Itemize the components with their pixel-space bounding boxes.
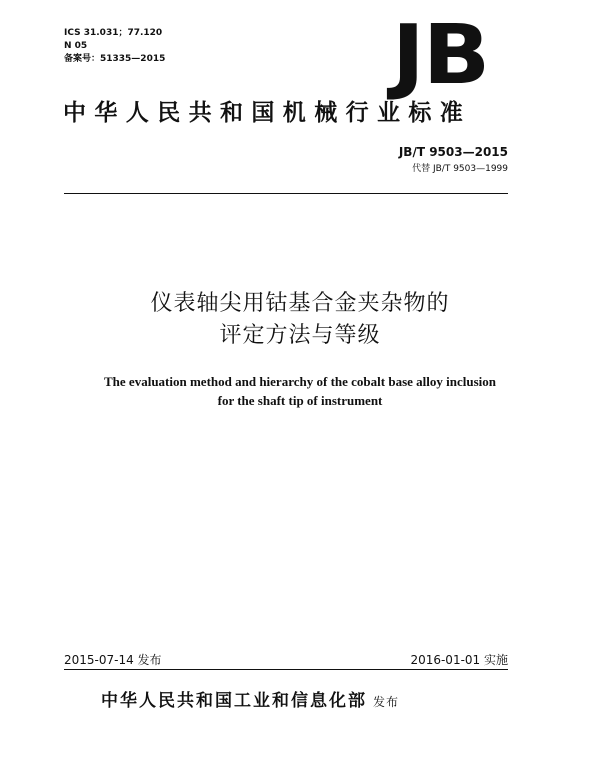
- classification-code: N 05: [64, 41, 88, 51]
- document-title-en-line2: for the shaft tip of instrument: [217, 393, 383, 408]
- standard-category-title: 中华人民共和国机械行业标准: [63, 100, 472, 126]
- filing-number: 备案号：51335—2015: [64, 54, 166, 64]
- document-title-cn-line2: 评定方法与等级: [219, 323, 381, 348]
- jb-logo: JB: [391, 8, 489, 103]
- ics-code: ICS 31.031；77.120: [64, 28, 163, 38]
- issue-word: 发布: [373, 695, 400, 709]
- document-title-cn-line1: 仪表轴尖用钴基合金夹杂物的: [150, 291, 450, 316]
- implement-date: 2016-01-01 实施: [410, 653, 508, 667]
- header-divider: [64, 193, 508, 194]
- footer-divider: [64, 669, 508, 670]
- publish-date: 2015-07-14 发布: [64, 653, 162, 667]
- standard-number: JB/T 9503—2015: [398, 145, 508, 159]
- replaces-standard: 代替 JB/T 9503—1999: [412, 164, 508, 174]
- issuer-name: 中华人民共和国工业和信息化部: [101, 691, 367, 711]
- issuer-line: [101, 686, 399, 711]
- document-title-en-line1: The evaluation method and hierarchy of the cobalt base alloy inclusion: [104, 374, 496, 389]
